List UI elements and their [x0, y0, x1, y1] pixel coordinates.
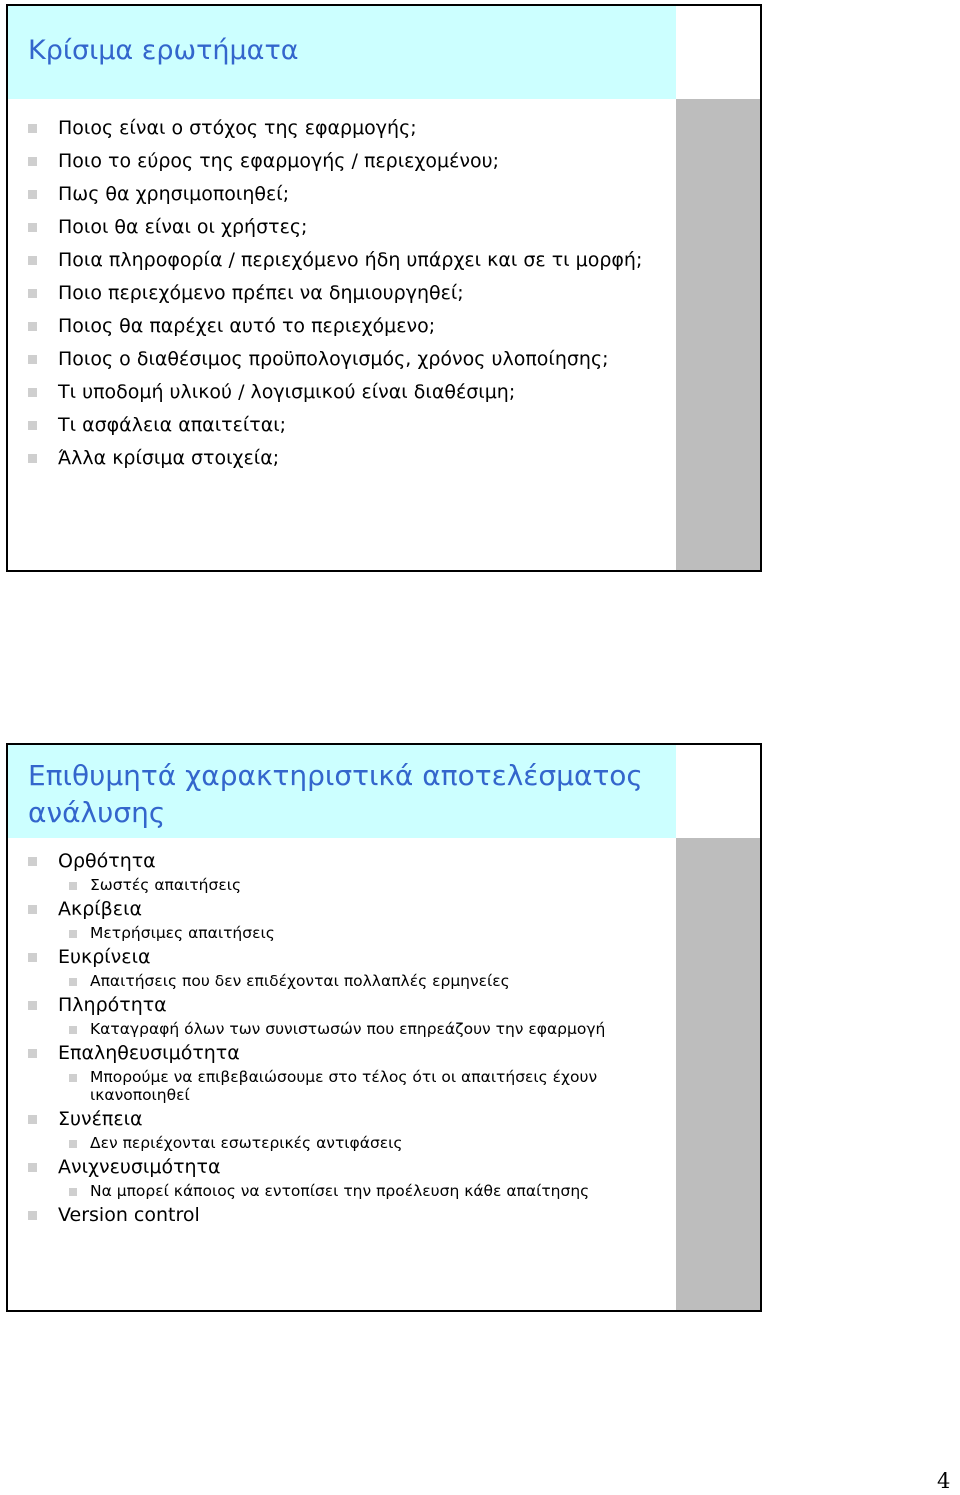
list-item-text: Τι ασφάλεια απαιτείται;: [58, 414, 287, 436]
list-item-text: Ποια πληροφορία / περιεχόμενο ήδη υπάρχει και σε τι μορφή;: [58, 249, 643, 271]
bullet-icon: [28, 1001, 37, 1010]
list-item-text: Μπορούμε να επιβεβαιώσουμε στο τέλος ότι οι απαιτήσεις έχουν: [90, 1068, 598, 1086]
list-item-text: Τι υποδομή υλικού / λογισμικού είναι διαθέσιμη;: [58, 381, 516, 403]
list-item-text: Ακρίβεια: [58, 898, 143, 920]
bullet-icon: [28, 190, 37, 199]
list-item-text: Ποιο περιεχόμενο πρέπει να δημιουργηθεί;: [58, 282, 464, 304]
bullet-icon: [69, 1140, 77, 1148]
list-item-text: Ποιος είναι ο στόχος της εφαρμογής;: [58, 117, 417, 139]
bullet-icon: [28, 905, 37, 914]
bullet-icon: [69, 978, 77, 986]
bullet-icon: [28, 388, 37, 397]
bullet-icon: [28, 223, 37, 232]
list-item-text: Ποιος θα παρέχει αυτό το περιεχόμενο;: [58, 315, 436, 337]
list-item-text: Επαληθευσιμότητα: [58, 1042, 240, 1064]
list-item-text: Σωστές απαιτήσεις: [90, 876, 242, 894]
slide-critical-questions: [6, 4, 762, 572]
bullet-icon: [28, 124, 37, 133]
bullet-icon: [69, 882, 77, 890]
list-item-text: Δεν περιέχονται εσωτερικές αντιφάσεις: [90, 1134, 403, 1152]
list-item-text: ικανοποιηθεί: [90, 1086, 190, 1104]
list-item-text: Καταγραφή όλων των συνιστωσών που επηρεάζουν την εφαρμογή: [90, 1020, 606, 1038]
bullet-icon: [28, 953, 37, 962]
list-item-text: Ανιχνευσιμότητα: [58, 1156, 221, 1178]
bullet-icon: [69, 1026, 77, 1034]
bullet-icon: [28, 1115, 37, 1124]
list-item-text: Μετρήσιμες απαιτήσεις: [90, 924, 275, 942]
bullet-icon: [28, 1163, 37, 1172]
bullet-icon: [69, 1074, 77, 1082]
bullet-icon: [28, 256, 37, 265]
list-item-text: Πως θα χρησιμοποιηθεί;: [58, 183, 290, 205]
list-item-text: Ορθότητα: [58, 850, 156, 872]
bullet-icon: [28, 1049, 37, 1058]
bullet-icon: [28, 355, 37, 364]
bullet-icon: [28, 322, 37, 331]
slide-title-bar: [8, 6, 676, 99]
list-item-text: Ποιο το εύρος της εφαρμογής / περιεχομένου;: [58, 150, 499, 172]
list-item-text: Συνέπεια: [58, 1108, 143, 1130]
slide-side-bar: [676, 838, 760, 1310]
list-item-text: Να μπορεί κάποιος να εντοπίσει την προέλευση κάθε απαίτησης: [90, 1182, 590, 1200]
bullet-icon: [69, 930, 77, 938]
bullet-icon: [28, 1211, 37, 1220]
list-item-text: Άλλα κρίσιμα στοιχεία;: [58, 447, 280, 469]
bullet-icon: [28, 421, 37, 430]
list-item-text: Απαιτήσεις που δεν επιδέχονται πολλαπλές ερμηνείες: [90, 972, 510, 990]
list-item-text: Ποιοι θα είναι οι χρήστες;: [58, 216, 308, 238]
slide-side-bar: [676, 99, 760, 570]
slide-title: Κρίσιμα ερωτήματα: [28, 35, 299, 66]
list-item-text: Πληρότητα: [58, 994, 167, 1016]
page-number: 4: [937, 1469, 951, 1493]
bullet-icon: [69, 1188, 77, 1196]
list-item-text: Ποιος ο διαθέσιμος προϋπολογισμός, χρόνος υλοποίησης;: [58, 348, 609, 370]
bullet-icon: [28, 157, 37, 166]
bullet-icon: [28, 454, 37, 463]
slide-title: Επιθυμητά χαρακτηριστικά αποτελέσματος ανάλυσης: [28, 759, 643, 829]
bullet-icon: [28, 289, 37, 298]
list-item-text: Ευκρίνεια: [58, 946, 151, 968]
slide-title-bar: [8, 745, 676, 838]
slide-analysis-characteristics: [6, 743, 762, 1312]
list-item-text: Version control: [58, 1204, 200, 1226]
bullet-icon: [28, 857, 37, 866]
